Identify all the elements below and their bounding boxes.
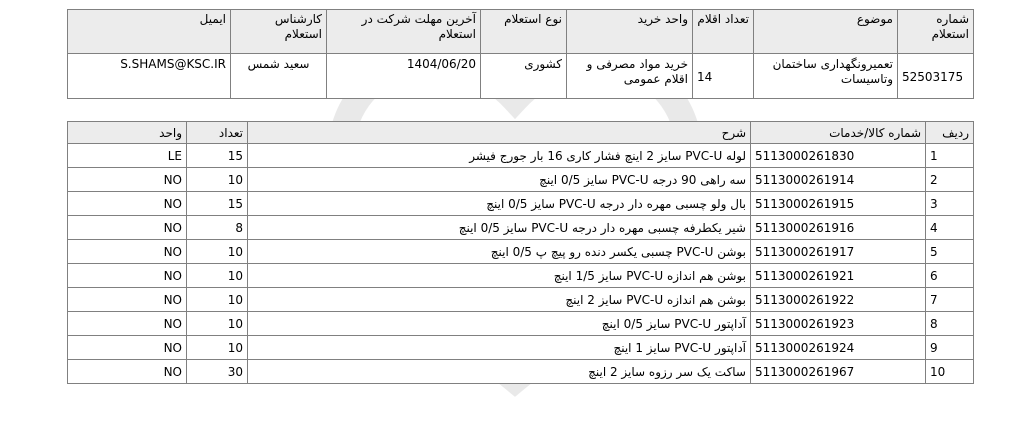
inquiry-item-count: 14 <box>693 54 754 99</box>
item-quantity: 10 <box>187 240 248 264</box>
item-quantity: 15 <box>187 192 248 216</box>
table-row <box>68 216 974 240</box>
item-unit: NO <box>68 240 187 264</box>
item-code: 5113000261924 <box>751 336 926 360</box>
header-deadline: آخرین مهلت شرکت در استعلام <box>327 10 481 54</box>
item-description: آداپتور PVC-U سایز 0/5 اینچ <box>248 312 751 336</box>
col-header-code: شماره کالا/خدمات <box>751 122 926 144</box>
col-header-description: شرح <box>248 122 751 144</box>
item-code: 5113000261830 <box>751 144 926 168</box>
item-description: لوله PVC-U سایز 2 اینچ فشار کاری 16 بار جورج فیشر <box>248 144 751 168</box>
table-row <box>68 288 974 312</box>
table-row <box>68 264 974 288</box>
inquiry-info-table <box>67 9 974 99</box>
table-row <box>68 312 974 336</box>
item-quantity: 8 <box>187 216 248 240</box>
inquiry-type: کشوری <box>481 54 567 99</box>
item-code: 5113000261921 <box>751 264 926 288</box>
item-unit: NO <box>68 288 187 312</box>
item-unit: NO <box>68 336 187 360</box>
header-expert: کارشناس استعلام <box>231 10 327 54</box>
row-number: 3 <box>926 192 974 216</box>
table-row <box>68 240 974 264</box>
item-code: 5113000261915 <box>751 192 926 216</box>
header-email: ایمیل <box>68 10 231 54</box>
item-description: بوشن هم اندازه PVC-U سایز 2 اینچ <box>248 288 751 312</box>
col-header-quantity: تعداد <box>187 122 248 144</box>
row-number: 4 <box>926 216 974 240</box>
inquiry-number: 52503175 <box>898 54 974 99</box>
inquiry-email[interactable]: S.SHAMS@KSC.IR <box>68 54 231 99</box>
inquiry-value-row <box>68 54 974 99</box>
col-header-unit: واحد <box>68 122 187 144</box>
table-row <box>68 168 974 192</box>
item-code: 5113000261967 <box>751 360 926 384</box>
item-description: سه راهی 90 درجه PVC-U سایز 0/5 اینچ <box>248 168 751 192</box>
header-purchase-unit: واحد خرید <box>567 10 693 54</box>
row-number: 6 <box>926 264 974 288</box>
table-row <box>68 144 974 168</box>
item-quantity: 10 <box>187 168 248 192</box>
table-row <box>68 192 974 216</box>
item-code: 5113000261914 <box>751 168 926 192</box>
item-unit: NO <box>68 264 187 288</box>
item-unit: LE <box>68 144 187 168</box>
item-description: بوشن PVC-U چسبی یکسر دنده رو پیچ پ 0/5 اینچ <box>248 240 751 264</box>
table-row <box>68 336 974 360</box>
header-item-count: تعداد اقلام <box>693 10 754 54</box>
item-code: 5113000261923 <box>751 312 926 336</box>
item-code: 5113000261916 <box>751 216 926 240</box>
item-quantity: 10 <box>187 312 248 336</box>
inquiry-expert: سعید شمس <box>231 54 327 99</box>
item-quantity: 10 <box>187 264 248 288</box>
row-number: 7 <box>926 288 974 312</box>
item-code: 5113000261922 <box>751 288 926 312</box>
item-quantity: 30 <box>187 360 248 384</box>
item-unit: NO <box>68 168 187 192</box>
item-description: بوشن هم اندازه PVC-U سایز 1/5 اینچ <box>248 264 751 288</box>
item-description: ساکت یک سر رزوه سایز 2 اینچ <box>248 360 751 384</box>
item-unit: NO <box>68 312 187 336</box>
inquiry-header-row <box>68 10 974 54</box>
row-number: 1 <box>926 144 974 168</box>
item-unit: NO <box>68 360 187 384</box>
row-number: 10 <box>926 360 974 384</box>
row-number: 9 <box>926 336 974 360</box>
header-subject: موضوع <box>754 10 898 54</box>
item-code: 5113000261917 <box>751 240 926 264</box>
items-table <box>67 121 974 384</box>
row-number: 8 <box>926 312 974 336</box>
header-inquiry-number: شماره استعلام <box>898 10 974 54</box>
row-number: 2 <box>926 168 974 192</box>
header-inquiry-type: نوع استعلام <box>481 10 567 54</box>
item-unit: NO <box>68 192 187 216</box>
table-row <box>68 360 974 384</box>
inquiry-deadline: 1404/06/20 <box>327 54 481 99</box>
item-quantity: 10 <box>187 336 248 360</box>
col-header-row: ردیف <box>926 122 974 144</box>
item-description: بال ولو چسبی مهره دار درجه PVC-U سایز 0/5 اینچ <box>248 192 751 216</box>
row-number: 5 <box>926 240 974 264</box>
item-description: شیر یکطرفه چسبی مهره دار درجه PVC-U سایز 0/5 اینچ <box>248 216 751 240</box>
item-description: آداپتور PVC-U سایز 1 اینچ <box>248 336 751 360</box>
item-quantity: 10 <box>187 288 248 312</box>
inquiry-subject: تعمیرونگهداری ساختمان وتاسیسات <box>754 54 898 99</box>
items-header-row <box>68 122 974 144</box>
item-unit: NO <box>68 216 187 240</box>
item-quantity: 15 <box>187 144 248 168</box>
inquiry-purchase-unit: خرید مواد مصرفی و اقلام عمومی <box>567 54 693 99</box>
